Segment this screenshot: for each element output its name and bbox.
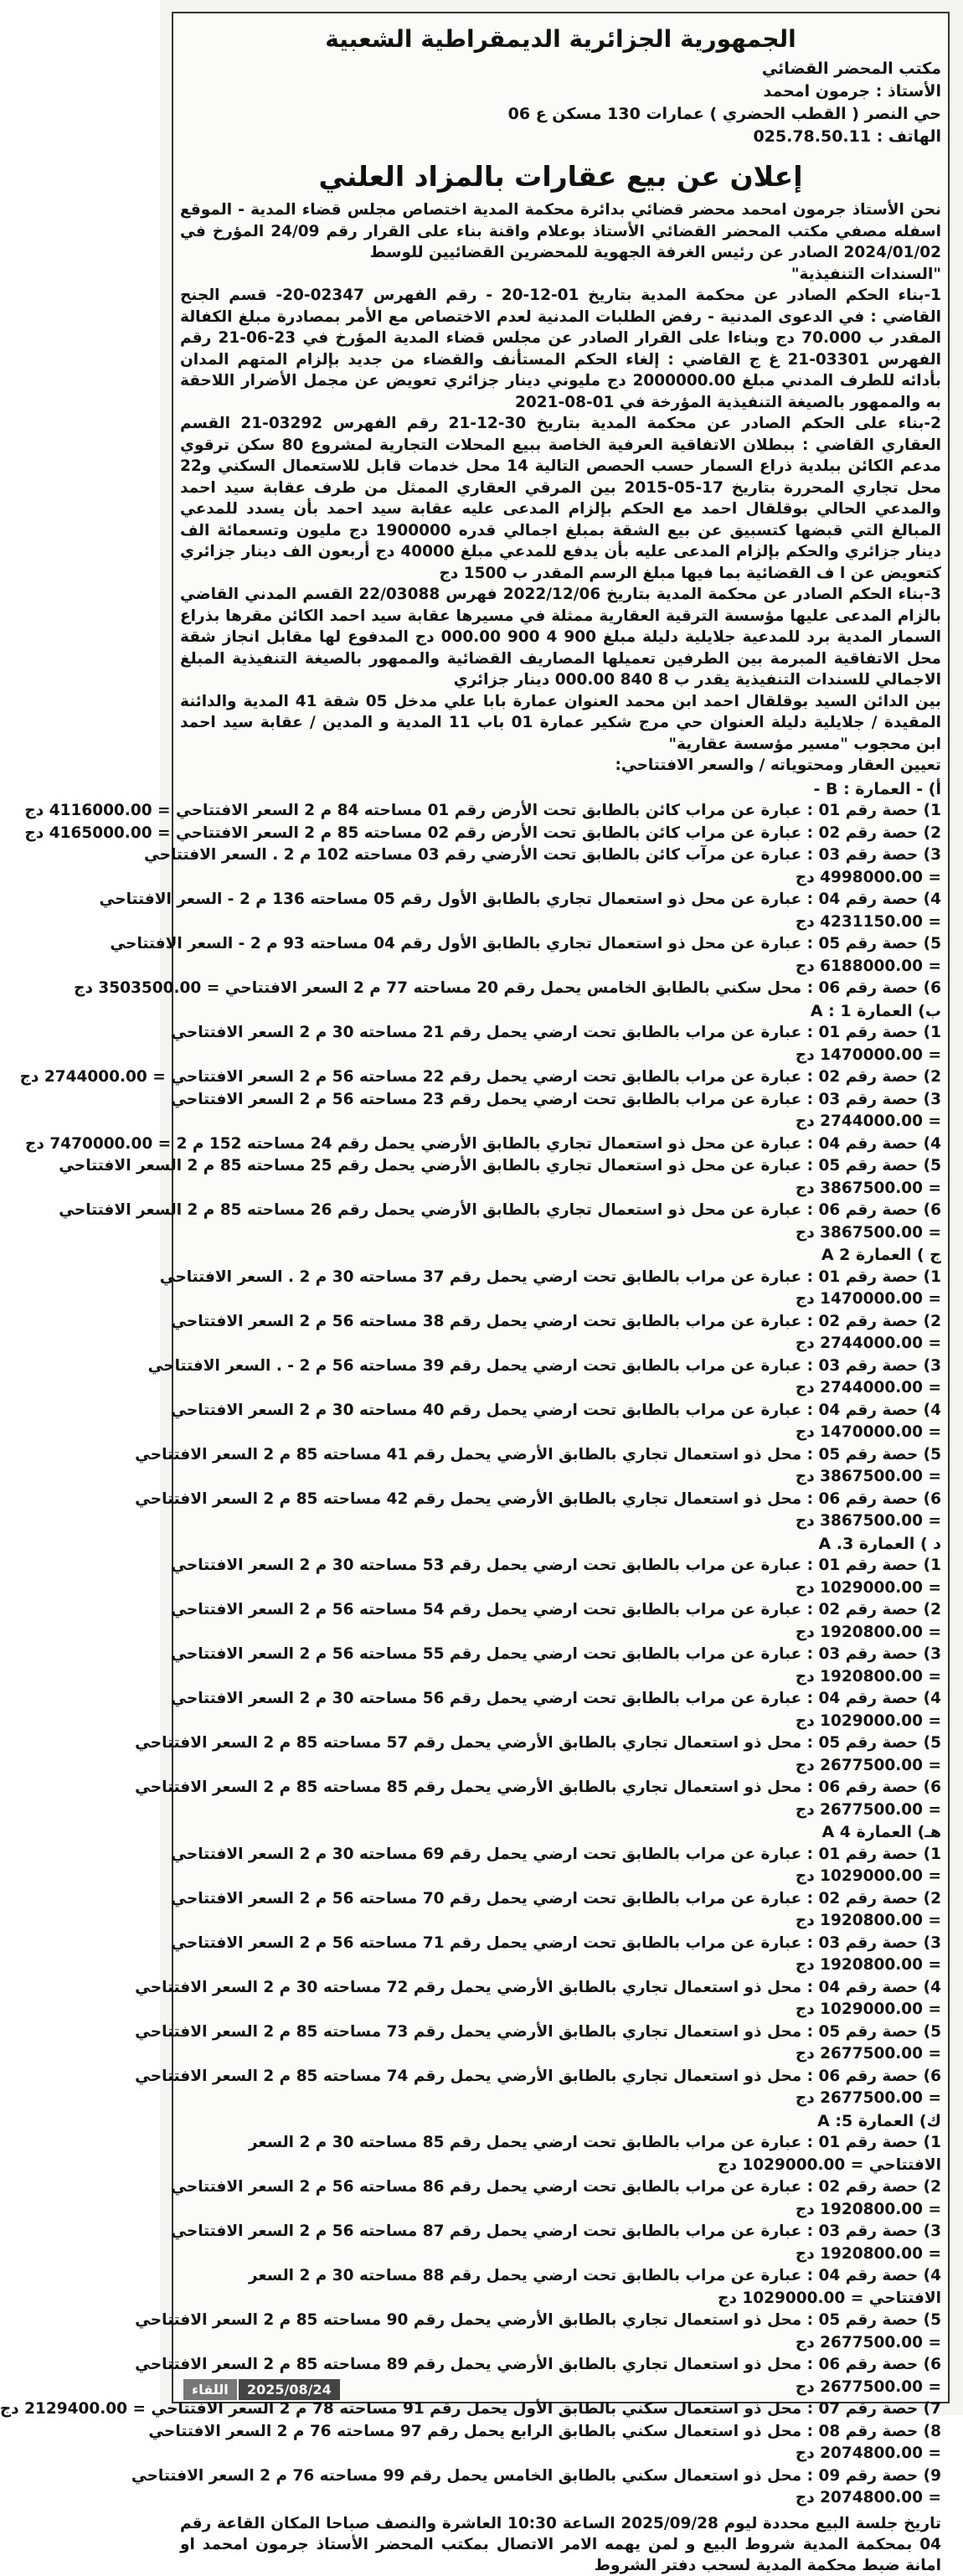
lot-line: 3) حصة رقم 03 : عبارة عن مراب بالطابق تحت ارضي يحمل رقم 87 مساحته 56 م 2 السعر الافتتاحي xyxy=(171,2222,941,2240)
lots-list xyxy=(0,778,941,2510)
lot-line: 1) حصة رقم 01 : عبارة عن مراب بالطابق تحت ارضي يحمل رقم 69 مساحته 30 م 2 السعر الافتتاحي xyxy=(171,1845,941,1863)
lot-line: 4) حصة رقم 04 : محل ذو استعمال تجاري بالطابق الأرضي يحمل رقم 72 مساحته 30 م 2 السعر الافتتاحي xyxy=(135,1978,941,1996)
lot-line: = 1029000.00 دج xyxy=(795,1867,941,1885)
lot-line: = 2677500.00 دج xyxy=(795,2045,941,2062)
lot-line: 6) حصة رقم 06 : محل ذو استعمال تجاري بالطابق الأرضي يحمل رقم 42 مساحته 85 م 2 السعر الافتتاحي xyxy=(135,1489,941,1508)
lot-line: = 2744000.00 دج xyxy=(795,1112,941,1130)
lot-line: 4) حصة رقم 04 : عبارة عن مراب بالطابق تحت ارضي يحمل رقم 40 مساحته 30 م 2 السعر الافتتاحي xyxy=(171,1401,941,1419)
lot-line: = 2677500.00 دج xyxy=(795,1800,941,1819)
lot-line: 9) حصة رقم 09 : محل ذو استعمال سكني بالطابق الخامس يحمل رقم 99 مساحته 76 م 2 السعر الافتتاحي xyxy=(131,2466,941,2485)
lot-line: = 2677500.00 دج xyxy=(795,1756,941,1774)
judgment-paragraph: 1-بناء الحكم الصادر عن محكمة المدية بتاريخ 01-12-20 - رقم الفهرس 02347-20- قسم الجنح القاضي : في الدعوى المدنية - رفض الطلبات المدنية لعدم الاختصاص مع الأمر بمصادرة مبلغ الكفالة المقدر ب 70.000 دج وبناءا على القرار الصادر عن مجلس قضاء المدية المؤرخ في 23-06-21 رقم الفهرس 03301-21 غ ج القاضي : إلغاء الحكم المستأنف والقضاء من جديد بإلزام المتهم المدان بأدائه للطرف المدني مبلغ 2000000.00 دج مليوني دينار جزائري تعويض عن مجمل الأضرار اللاحقة به والممهور بالصيغة التنفيذية المؤرخة في 01-08-2021 xyxy=(180,287,942,411)
lot-line: 7) حصة رقم 07 : محل ذو استعمال سكني بالطابق الأول يحمل رقم 91 مساحته 78 م 2 السعر الافتتاحي = 2129400.00 دج xyxy=(0,2400,941,2418)
lot-line: 2) حصة رقم 02 : عبارة عن مراب بالطابق تحت ارضي يحمل رقم 38 مساحته 56 م 2 السعر الافتتاحي xyxy=(171,1312,941,1330)
lot-line: = 1470000.00 دج xyxy=(795,1290,941,1308)
office-line: الهاتف : 025.78.50.11 xyxy=(753,127,941,146)
lot-line: 2) حصة رقم 02 : عبارة عن مراب كائن بالطابق تحت الأرض رقم 02 مساحته 85 م 2 السعر الافتتاحي = 4165000.00 دج xyxy=(24,823,941,842)
lot-line: 4) حصة رقم 04 : عبارة عن مراب بالطابق تحت ارضي يحمل رقم 56 مساحته 30 م 2 السعر الافتتاحي xyxy=(171,1690,941,1707)
republic-heading: الجمهورية الجزائرية الديمقراطية الشعبية xyxy=(325,25,796,53)
judgment-paragraph: تعيين العقار ومحتوياته / والسعر الافتتاحي: xyxy=(615,756,941,774)
lot-line: 2) حصة رقم 02 : عبارة عن مراب بالطابق تحت ارضي يحمل رقم 22 مساحته 56 م 2 السعر الافتتاحي = 2744000.00 دج xyxy=(19,1068,941,1086)
lot-line: = 1920800.00 دج xyxy=(795,1667,941,1685)
building-heading: د ) العمارة 3. A xyxy=(818,1534,941,1553)
lot-line: 3) حصة رقم 03 : عبارة عن مراب بالطابق تحت ارضي يحمل رقم 71 مساحته 56 م 2 السعر الافتتاحي xyxy=(171,1933,941,1952)
building-heading: ب) العمارة 1 : A xyxy=(810,1001,941,1020)
lot-line: = 3867500.00 دج xyxy=(795,1512,941,1530)
lot-line: 5) حصة رقم 05 : محل ذو استعمال تجاري بالطابق الأرضي يحمل رقم 41 مساحته 85 م 2 السعر الافتتاحي xyxy=(135,1445,941,1464)
lot-line: = 2677500.00 دج xyxy=(795,2089,941,2107)
lot-line: = 1029000.00 دج xyxy=(795,1711,941,1730)
lot-line: = 2074800.00 دج xyxy=(795,2489,941,2506)
lot-line: = 2074800.00 دج xyxy=(795,2444,941,2462)
lot-line: 8) حصة رقم 08 : محل ذو استعمال سكني بالطابق الرابع يحمل رقم 97 مساحته 76 م 2 السعر الافتتاحي xyxy=(148,2422,941,2440)
lot-line: = 2677500.00 دج xyxy=(795,2333,941,2351)
lot-line: 6) حصة رقم 06 : محل ذو استعمال تجاري بالطابق الأرضي يحمل رقم 89 مساحته 85 م 2 السعر الافتتاحي xyxy=(135,2356,941,2373)
lot-line: 1) حصة رقم 01 : عبارة عن مراب بالطابق تحت ارضي يحمل رقم 85 مساحته 30 م 2 السعر xyxy=(248,2134,941,2151)
building-heading: أ) - العمارة : B - xyxy=(813,779,941,798)
building-heading: هـ) العمارة A 4 xyxy=(821,1823,941,1841)
newspaper-name: اللقاء xyxy=(183,2379,237,2400)
closing-paragraph: تاريخ جلسة البيع محددة ليوم 2025/09/28 الساعة 10:30 العاشرة والنصف صباحا المكان القاعة رقم 04 بمحكمة المدية شروط البيع و لمن يهمه الامر الاتصال بمكتب المحضر الأستاذ جرمون امحمد او امانة ضبط محكمة المدية لسحب دفتر الشروط xyxy=(180,2514,942,2574)
lot-line: 2) حصة رقم 02 : عبارة عن مراب بالطابق تحت ارضي يحمل رقم 54 مساحته 56 م 2 السعر الافتتاحي xyxy=(171,1601,941,1618)
lot-line: = 1470000.00 دج xyxy=(795,1045,941,1064)
lot-line: = 3867500.00 دج xyxy=(795,1223,941,1242)
lot-line: 3) حصة رقم 03 : عبارة عن مراب بالطابق تحت ارضي يحمل رقم 39 مساحته 56 م 2 - . السعر الافتتاحي xyxy=(147,1356,941,1375)
office-line: مكتب المحضر القضائي xyxy=(761,59,941,78)
lot-line: 6) حصة رقم 06 : عبارة عن محل ذو استعمال تجاري بالطابق الأرضي يحمل رقم 26 مساحته 85 م 2 السعر الافتتاحي xyxy=(59,1201,941,1219)
intro-quote: "السندات التنفيذية" xyxy=(790,265,941,283)
lot-line: 5) حصة رقم 05 : محل ذو استعمال تجاري بالطابق الأرضي يحمل رقم 90 مساحته 85 م 2 السعر الافتتاحي xyxy=(135,2311,941,2329)
office-line: الأستاذ : جرمون امحمد xyxy=(763,82,941,101)
office-line: حي النصر ( القطب الحضري ) عمارات 130 مسكن ع 06 xyxy=(507,105,941,123)
lot-line: = 2744000.00 دج xyxy=(795,1379,941,1396)
lot-line: 6) حصة رقم 06 : محل ذو استعمال تجاري بالطابق الأرضي يحمل رقم 74 مساحته 85 م 2 السعر الافتتاحي xyxy=(135,2067,941,2085)
lot-line: = 6188000.00 دج xyxy=(795,957,941,975)
lot-line: = 4998000.00 دج xyxy=(795,868,941,886)
lot-line: = 1920800.00 دج xyxy=(795,1623,941,1641)
lot-line: 3) حصة رقم 03 : عبارة عن مرآب كائن بالطابق تحت الأرضي رقم 03 مساحته 102 م 2 . السعر الافتتاحي xyxy=(143,846,941,864)
announcement-body xyxy=(0,18,942,2574)
lot-line: = 1920800.00 دج xyxy=(795,1956,941,1974)
lot-line: = 1920800.00 دج xyxy=(795,2244,941,2263)
lot-line: 2) حصة رقم 02 : عبارة عن مراب بالطابق تحت ارضي يحمل رقم 70 مساحته 56 م 2 السعر الافتتاحي xyxy=(171,1889,941,1907)
lot-line: 5) حصة رقم 05 : عبارة عن محل ذو استعمال تجاري بالطابق الأرضي يحمل رقم 25 مساحته 85 م 2 السعر الافتتاحي xyxy=(59,1157,941,1174)
lot-line: 1) حصة رقم 01 : عبارة عن مراب بالطابق تحت ارضي يحمل رقم 37 مساحته 30 م 2 . السعر الافتتاحي xyxy=(159,1267,941,1286)
lot-line: 5) حصة رقم 05 : محل ذو استعمال تجاري بالطابق الأرضي يحمل رقم 57 مساحته 85 م 2 السعر الافتتاحي xyxy=(135,1734,941,1752)
lot-line: 3) حصة رقم 03 : عبارة عن مراب بالطابق تحت ارضي يحمل رقم 55 مساحته 56 م 2 السعر الافتتاحي xyxy=(171,1645,941,1663)
lot-line: = 4231150.00 دج xyxy=(795,912,941,931)
lot-line: 1) حصة رقم 01 : عبارة عن مراب بالطابق تحت ارضي يحمل رقم 21 مساحته 30 م 2 السعر الافتتاحي xyxy=(171,1024,941,1041)
judgment-paragraph: 2-بناء على الحكم الصادر عن محكمة المدية بتاريخ 30-12-21 رقم الفهرس 03292-21 القسم العقاري القاضي : ببطلان الاتفاقية العرفية الخاصة ببيع المحلات التجارية لمشروع 80 سكن ترقوي مدعم الكائن ببلدية ذراع السمار حسب الحصص التالية 14 محل خدمات قابل للاستعمال السكني و22 محل تجاري المحررة بتاريخ 17-05-2015 بين المرقي العقاري الممثل من طرف عقابة سيد احمد والمدعي الحالي بوقلقال احمد مع الحكم بإلزام المدعى عليه عقابة سيد احمد بأن يسدد للمدعي المبالغ التي قبضها كتسبيق عن بيع الشقة بمبلغ اجمالي قدره 1900000 دج مليون وتسعمائة الف دينار جزائري والحكم بإلزام المدعى عليه بأن يدفع للمدعي مبلغ 40000 دج أربعون الف دينار جزائري كتعويض عن ا ف القضائية بما فيها مبلغ الرسم المقدر ب 1500 دج xyxy=(180,415,942,582)
building-heading: ج ) العمارة A 2 xyxy=(821,1246,941,1264)
lot-line: 6) حصة رقم 06 : محل ذو استعمال تجاري بالطابق الأرضي يحمل رقم 85 مساحته 85 م 2 السعر الافتتاحي xyxy=(135,1778,941,1796)
bailiff-office-block xyxy=(180,58,941,148)
lot-line: 4) حصة رقم 04 : عبارة عن مراب بالطابق تحت ارضي يحمل رقم 88 مساحته 30 م 2 السعر xyxy=(248,2267,941,2284)
lot-line: = 3867500.00 دج xyxy=(795,1179,941,1197)
intro-paragraph xyxy=(180,199,941,285)
lot-line: = 1470000.00 دج xyxy=(795,1423,941,1441)
announcement-frame xyxy=(0,12,950,2574)
lot-line: = 2744000.00 دج xyxy=(795,1334,941,1352)
lot-line: الافتتاحي = 1029000.00 دج xyxy=(718,2155,941,2174)
lot-line: 3) حصة رقم 03 : عبارة عن مراب بالطابق تحت ارضي يحمل رقم 23 مساحته 56 م 2 السعر الافتتاحي xyxy=(171,1090,941,1108)
lot-line: = 1920800.00 دج xyxy=(795,1912,941,1929)
footer-bar xyxy=(173,2377,366,2402)
lot-line: 5) حصة رقم 05 : محل ذو استعمال تجاري بالطابق الأرضي يحمل رقم 73 مساحته 85 م 2 السعر الافتتاحي xyxy=(135,2022,941,2041)
intro-text: نحن الأستاذ جرمون امحمد محضر قضائي بدائرة محكمة المدية اختصاص مجلس قضاء المدية - الموقع اسفله مصفي مكتب المحضر القضائي الأستاذ بوعلام واقنة بناء على القرار رقم 24/09 المؤرخ في 2024/01/02 الصادر عن رئيس الغرفة الجهوية للمحضرين القضائيين للوسط xyxy=(180,201,942,261)
lot-line: الافتتاحي = 1029000.00 دج xyxy=(718,2289,941,2307)
lot-line: 4) حصة رقم 04 : عبارة عن محل ذو استعمال تجاري بالطابق الأرضي يحمل رقم 24 مساحته 152 م 2 = 7470000.00 دج xyxy=(25,1134,941,1153)
lot-line: = 2677500.00 دج xyxy=(795,2377,941,2396)
lot-line: 6) حصة رقم 06 : محل سكني بالطابق الخامس يحمل رقم 20 مساحته 77 م 2 السعر الافتتاحي = 3503500.00 دج xyxy=(74,979,941,997)
judgment-paragraph: 3-بناء الحكم الصادر عن محكمة المدية بتاريخ 2022/12/06 فهرس 22/03088 القسم المدني القاضي بالزام المدعى عليها مؤسسة الترقية العقارية ممثلة في مسيرها عقابة سيد احمد الكائن مقرها بذراع السمار المدية برد للمدعية جلايلية دليلة مبلغ 900 4 900 000.00 دج المدفوع لها مقابل انجاز شقة محل الاتفاقية المبرمة بين الطرفين تعميلها المصاريف القضائية والممهور بالصيغة التنفيذية المبلغ الاجمالي للسندات التنفيذية يقدر ب 8 840 000.00 دينار جزائري xyxy=(180,586,941,689)
judgment-paragraph: بين الدائن السيد بوقلقال احمد ابن محمد العنوان عمارة بابا علي مدخل 05 شقة 41 المدية والدائنة المقيدة / جلايلية دليلة العنوان حي مرج شكير عمارة 01 باب 11 المدية و المدين / عقابة سيد احمد ابن محجوب "مسير مؤسسة عقارية" xyxy=(180,692,941,753)
announcement-title: إعلان عن بيع عقارات بالمزاد العلني xyxy=(318,160,803,193)
publication-date: 2025/08/24 xyxy=(239,2379,340,2400)
building-heading: ك) العمارة 5: A xyxy=(817,2111,941,2130)
lot-line: = 1920800.00 دج xyxy=(795,2200,941,2218)
lot-line: 1) حصة رقم 01 : عبارة عن مراب كائن بالطابق تحت الأرض رقم 01 مساحته 84 م 2 السعر الافتتاحي = 4116000.00 دج xyxy=(24,802,941,819)
lot-line: = 3867500.00 دج xyxy=(795,1468,941,1485)
lot-line: 5) حصة رقم 05 : عبارة عن محل ذو استعمال تجاري بالطابق الأول رقم 04 مساحته 93 م 2 - السعر الافتتاحي xyxy=(110,935,941,952)
lot-line: 1) حصة رقم 01 : عبارة عن مراب بالطابق تحت ارضي يحمل رقم 53 مساحته 30 م 2 السعر الافتتاحي xyxy=(171,1556,941,1574)
lot-line: 4) حصة رقم 04 : عبارة عن محل ذو استعمال تجاري بالطابق الأول رقم 05 مساحته 136 م 2 - السعر الافتتاحي xyxy=(99,891,941,908)
lot-line: = 1029000.00 دج xyxy=(795,1578,941,1597)
lot-line: = 1029000.00 دج xyxy=(795,2000,941,2018)
judgments-list xyxy=(180,285,941,777)
lot-line: 2) حصة رقم 02 : عبارة عن مراب بالطابق تحت ارضي يحمل رقم 86 مساحته 56 م 2 السعر الافتتاحي xyxy=(171,2178,941,2196)
